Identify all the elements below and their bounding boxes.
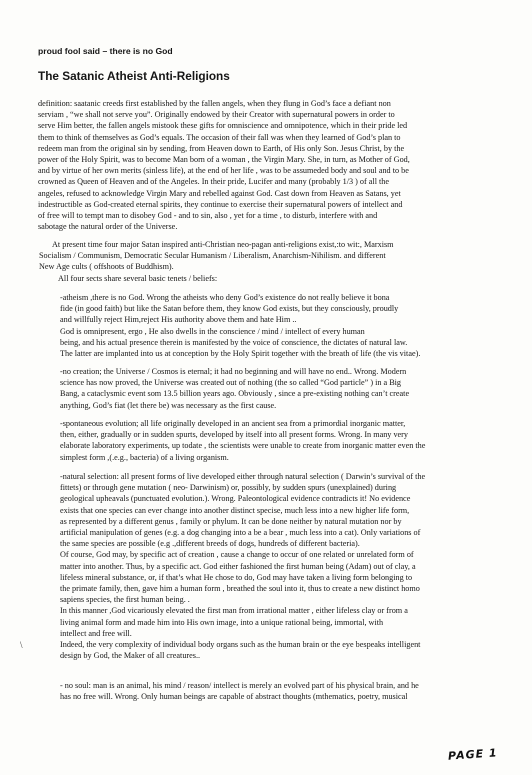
text-line: The latter are implanted into us at conception by the Holy Spirit together with the breath of life (the vis vitae). <box>60 349 421 359</box>
text-line: geological upheavals (punctuated evolution.). Wrong. Paleontological evidence contradicts it! No evidence <box>60 494 411 504</box>
text-line: All four sects share several basic tenets / beliefs: <box>58 273 218 283</box>
text-line: At present time four major Satan inspired anti-Christian neo-pagan anti-religions exist,:to wit:, Marxism <box>52 240 394 249</box>
natural-selection-paragraph <box>60 471 510 661</box>
text-line: - no soul: man is an animal, his mind / reason/ intellect is merely an evolved part of his physical brain, and he <box>60 681 419 690</box>
page-title: The Satanic Atheist Anti-Religions <box>38 69 230 83</box>
spontaneous-evolution-paragraph <box>60 418 510 463</box>
text-line: -no creation; the Universe / Cosmos is eternal; it had no beginning and will have no end.. Wrong. Modern <box>60 367 407 376</box>
text-line: being, and his actual presence therein is manifested by the voice of conscience, the dictates of natural law. <box>60 337 408 347</box>
text-line: fide (in good faith) but like the Satan before them, they know God exists, but they consciously, proudly <box>60 304 399 314</box>
text-line: design by God, the Maker of all creatures.. <box>60 651 201 661</box>
text-line: power of the Holy Spirit, was to become Man born of a woman , the Virgin Mary. She, in turn, as Mother of God, <box>38 155 410 165</box>
definition-paragraph <box>38 98 510 232</box>
text-line: serve Him better, the fallen angels mistook these gifts for omniscience and omnipotence, which in their pride led <box>38 121 408 131</box>
text-line: living animal form and made him into His own image, into a unique rational being, immortal, with <box>60 617 384 627</box>
text-line: as represented by a different genus , family or phylum. It can be done neither by natural mutation nor by <box>60 516 402 526</box>
text-line: elaborate laboratory experiments, up todate , the scientists were unable to create from inorganic matter even the <box>60 441 426 451</box>
text-line: Indeed, the very complexity of individual body organs such as the human brain or the eye bespeaks intelligent <box>60 640 421 650</box>
margin-mark: \ <box>20 640 23 650</box>
text-line: indestructible as God-created eternal spirits, they continue to exercise their supernatural powers of intellect and <box>38 199 403 209</box>
text-line: angeles, refused to acknowledge Virgin Mary and rebelled against God. Cast down from Heaven as Satans, yet <box>38 188 401 198</box>
text-line: -atheism ,there is no God. Wrong the atheists who deny God’s existence do not really believe it bona <box>60 293 390 302</box>
text-line: serviam , “we shall not serve you”. Originally endowed by their Creator with supernatural powers in order to <box>38 110 395 120</box>
page-number-handwritten: PAGE 1 <box>447 746 498 763</box>
text-line: lifeless mineral substance, or, if that’s what He chose to do, God may have taken a living form belonging to <box>60 572 413 582</box>
text-line: has no free will. Wrong. Only human beings are capable of abstract thoughts (mthematics, poetry, musical <box>60 692 408 702</box>
text-line: definition: saatanic creeds first established by the fallen angels, when they flung in God’s face a defiant non <box>38 99 391 108</box>
text-line: and willfully reject Him,reject His authority above them and hate Him .. <box>60 315 297 325</box>
text-line: Bang, a cataclysmic event som 13.5 billion years ago. Obviously , since a pre-existing nothing can’t create <box>60 389 410 399</box>
text-line: -natural selection: all present forms of live developed either through natural selection ( Darwin’s survival of the <box>60 472 426 481</box>
text-line: intellect and free will. <box>60 628 132 638</box>
text-line: -spontaneous evolution; all life originally developed in an ancient sea from a primordial inorganic matter, <box>60 419 406 428</box>
text-line: redeem man from the original sin by sending, from Heaven down to Earth, of His only Son. Jesus Christ, by the <box>38 143 405 153</box>
text-line: sabotage the natural order of the Universe. <box>38 222 178 232</box>
text-line: science has now proved, the Universe was created out of nothing (the so called “God particle” ) in a Big <box>60 378 402 388</box>
text-line: God is omnipresent, ergo , He also dwells in the conscience / mind / intellect of every human <box>60 326 365 336</box>
text-line: Of course, God may, by specific act of creation , cause a change to occur of one related or unrelated form of <box>60 550 414 560</box>
atheism-paragraph <box>60 292 510 359</box>
text-line: In this manner ,God vicariously elevated the first man from irrational matter , either lifeless clay or from a <box>60 606 408 616</box>
text-line: the same species are possible (e.g .,different breeds of dogs, hundreds of different bacteria). <box>60 539 360 549</box>
text-line: sapiens species, the first human being. . <box>60 595 190 605</box>
text-line: artificial manipulation of genes (e.g. a dog changing into a be a bear , much less into a cat). Only variations of <box>60 528 421 538</box>
text-line: of free will to tempt man to disobey God - and to sin, also , yet for a time , to disturb, interfere with and <box>38 211 378 221</box>
text-line: them to think of themselves as God’s equals. The occasion of their fall was when they learned of God’s plan to <box>38 132 401 142</box>
text-line: then, either, gradually or in sudden spurts, developed by itself into all present forms. Wrong. In many very <box>60 430 408 440</box>
text-line: and by virtue of her own merits (sinless life), at the end of her life , was to be assumeded body and soul and to be <box>38 166 409 176</box>
text-line: New Age cults ( offshoots of Buddhism). <box>39 262 174 272</box>
text-line: anything, God’s fiat (let there be) was necessary as the first cause. <box>60 400 277 410</box>
present-time-paragraph <box>39 239 510 284</box>
text-line: simplest form ,(.e.g., bacteria) of a living organism. <box>60 452 229 462</box>
text-line: fittets) or through gene mutation ( neo- Darwinism) or, possibly, by sudden spurs (unexplained) during <box>60 483 397 493</box>
text-line: crowned as Queen of Heaven and of the Angeles. In their pride, Lucifer and many (probably 1/3 ) of all the <box>38 177 390 187</box>
text-line: matter into another. Thus, by a specific act. God either fashioned the first human being (Adam) out of clay, a <box>60 561 416 571</box>
no-creation-paragraph <box>60 366 510 411</box>
text-line: exists that one species can ever change into another distinct specise, much less into a new higher life form, <box>60 505 410 515</box>
text-line: the primate family, then, gave him a human form , breathed the soul into it, thus to create a new distinct homo <box>60 584 420 594</box>
no-soul-paragraph <box>60 680 510 702</box>
text-line: Socialism / Communism, Democratic Secular Humanism / Liberalism, Anarchism-Nihilism. and different <box>39 251 386 261</box>
page-header: proud fool said – there is no God <box>38 46 173 56</box>
